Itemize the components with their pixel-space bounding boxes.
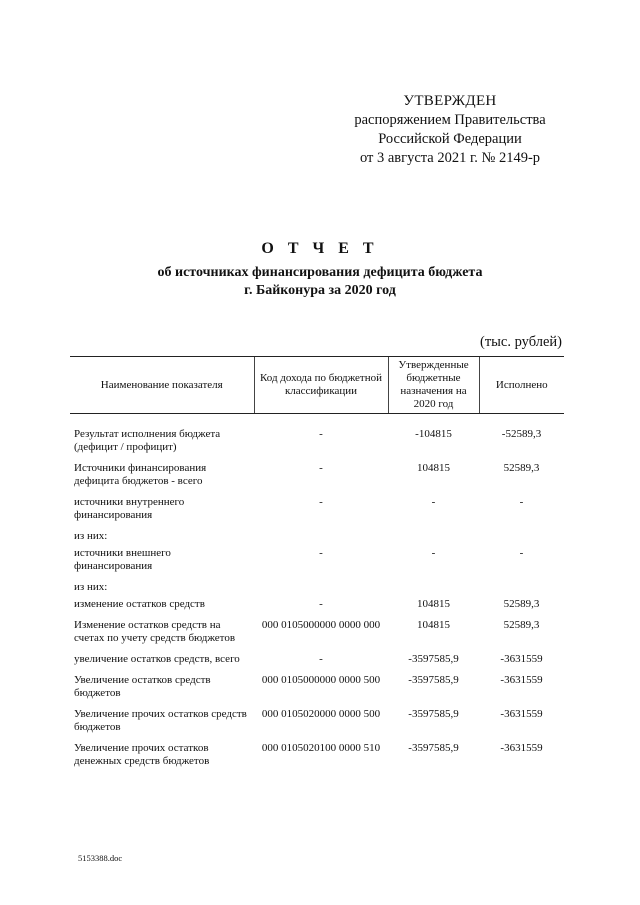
row-code: 000 0105000000 0000 000 (261, 619, 381, 631)
approval-line-2: Российской Федерации (378, 131, 522, 147)
approval-line-1: распоряжением Правительства (354, 112, 546, 128)
table-header-row (70, 357, 564, 414)
row-code (254, 530, 388, 547)
row-executed: -3631559 (500, 708, 543, 720)
report-subtitle-line-2: г. Байконура за 2020 год (244, 283, 396, 298)
row-executed (479, 530, 564, 547)
row-planned (388, 581, 479, 598)
table-row (70, 581, 564, 598)
row-code: - (319, 428, 323, 440)
row-code: 000 0105000000 0000 500 (261, 674, 381, 686)
row-name: Увеличение прочих остатков средств бюджетов (74, 708, 247, 733)
row-executed: -52589,3 (501, 428, 542, 440)
row-code: - (319, 653, 323, 665)
row-code: 000 0105020000 0000 500 (261, 708, 381, 720)
row-name: источники внешнего финансирования (74, 547, 171, 572)
row-executed: - (519, 496, 524, 508)
row-executed: -3631559 (500, 742, 543, 754)
row-code (254, 581, 388, 598)
row-executed: 52589,3 (503, 619, 540, 631)
table-row (70, 462, 564, 496)
report-subtitle-line-1: об источниках финансирования дефицита бюджета (157, 265, 483, 280)
row-code: - (319, 496, 323, 508)
row-code: - (319, 547, 323, 559)
header-planned: Утвержденные бюджетные назначения на 2020 год (388, 357, 479, 414)
table-row (70, 530, 564, 547)
row-executed: -3631559 (500, 653, 543, 665)
row-planned: -3597585,9 (408, 674, 459, 686)
row-code: 000 0105020100 0000 510 (261, 742, 381, 754)
table-row (70, 742, 564, 776)
row-executed: -3631559 (500, 674, 543, 686)
header-name: Наименование показателя (70, 357, 254, 414)
approval-line-3: от 3 августа 2021 г. № 2149-р (359, 150, 541, 166)
header-code: Код дохода по бюджетной классификации (254, 357, 388, 414)
row-planned: 104815 (417, 462, 450, 474)
row-planned: 104815 (417, 598, 450, 610)
report-table (70, 356, 564, 776)
report-subtitle (0, 264, 640, 300)
row-name: из них: (74, 530, 108, 542)
table-row (70, 598, 564, 619)
row-name: Увеличение прочих остатков денежных средств бюджетов (74, 742, 210, 767)
row-planned (388, 530, 479, 547)
table-row (70, 428, 564, 462)
row-name: источники внутреннего финансирования (74, 496, 185, 521)
row-code: - (319, 598, 323, 610)
row-planned: -3597585,9 (408, 708, 459, 720)
table-row (70, 496, 564, 530)
row-name: изменение остатков средств (74, 598, 205, 610)
table-row (70, 653, 564, 674)
row-planned: -104815 (415, 428, 452, 440)
row-planned: 104815 (417, 619, 450, 631)
row-name: Источники финансирования дефицита бюджетов - всего (74, 462, 207, 487)
row-executed: - (519, 547, 524, 559)
table-row (70, 708, 564, 742)
row-executed (479, 581, 564, 598)
row-name: Увеличение остатков средств бюджетов (74, 674, 211, 699)
row-executed: 52589,3 (503, 462, 540, 474)
row-planned: -3597585,9 (408, 742, 459, 754)
row-name: увеличение остатков средств, всего (74, 653, 240, 665)
row-executed: 52589,3 (503, 598, 540, 610)
row-planned: - (431, 547, 436, 559)
approval-block (340, 92, 560, 168)
row-planned: - (431, 496, 436, 508)
report-title: О Т Ч Е Т (261, 240, 379, 257)
row-planned: -3597585,9 (408, 653, 459, 665)
header-executed: Исполнено (479, 357, 564, 414)
table-row (70, 547, 564, 581)
row-code: - (319, 462, 323, 474)
row-name: из них: (74, 581, 108, 593)
footer-filename: 5153388.doc (78, 853, 123, 863)
approval-stamp: УТВЕРЖДЕН (403, 93, 497, 109)
units-label: (тыс. рублей) (480, 334, 562, 350)
row-name: Изменение остатков средств на счетах по учету средств бюджетов (74, 619, 236, 644)
table-row (70, 674, 564, 708)
row-name: Результат исполнения бюджета (дефицит / профицит) (74, 428, 221, 453)
table-row (70, 619, 564, 653)
